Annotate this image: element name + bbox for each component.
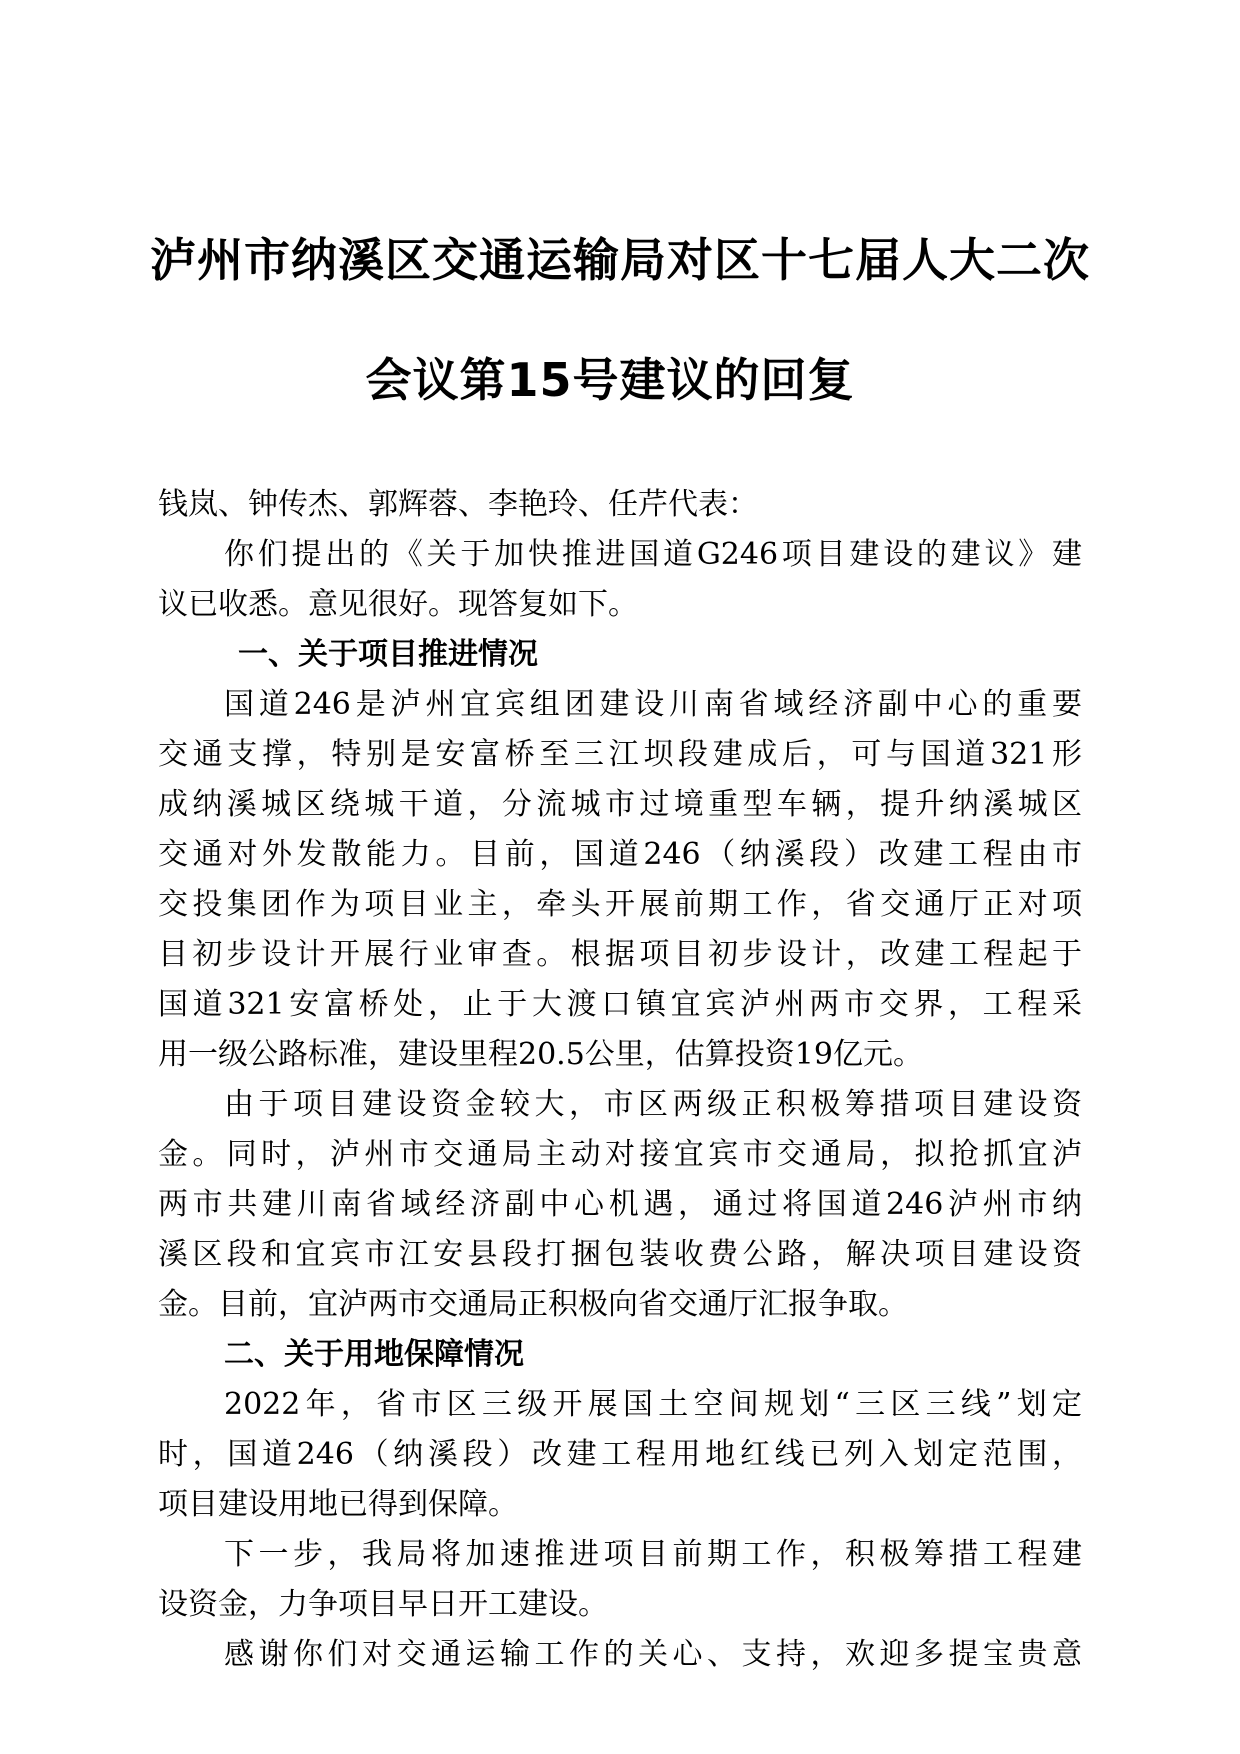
paragraph-line: 下一步，我局将加速推进项目前期工作，积极筹措工程建 [224, 1537, 1082, 1572]
paragraph-line: 溪区段和宜宾市江安县段打捆包装收费公路，解决项目建设资 [158, 1237, 1082, 1272]
paragraph-line: 国道321安富桥处，止于大渡口镇宜宾泸州两市交界，工程采 [158, 987, 1082, 1022]
paragraph-line: 设资金，力争项目早日开工建设。 [158, 1587, 608, 1622]
document-title-line-2: 会议第15号建议的回复 [365, 353, 855, 407]
paragraph-line: 目初步设计开展行业审查。根据项目初步设计，改建工程起于 [158, 937, 1082, 972]
document-title-line-1: 泸州市纳溪区交通运输局对区十七届人大二次 [150, 233, 1090, 287]
paragraph-line: 议已收悉。意见很好。现答复如下。 [158, 587, 638, 622]
paragraph-line: 金。同时，泸州市交通局主动对接宜宾市交通局，拟抢抓宜泸 [158, 1137, 1082, 1172]
paragraph-line: 项目建设用地已得到保障。 [158, 1487, 518, 1522]
paragraph-line: 用一级公路标准，建设里程20.5公里，估算投资19亿元。 [158, 1037, 923, 1072]
paragraph-line: 交通支撑，特别是安富桥至三江坝段建成后，可与国道321形 [158, 737, 1082, 772]
salutation: 钱岚、钟传杰、郭辉蓉、李艳玲、任芹代表： [158, 487, 758, 522]
paragraph-line: 交投集团作为项目业主，牵头开展前期工作，省交通厅正对项 [158, 887, 1082, 922]
section-heading-1: 一、关于项目推进情况 [238, 637, 538, 672]
paragraph-line: 时，国道246（纳溪段）改建工程用地红线已列入划定范围， [158, 1437, 1082, 1472]
paragraph-line: 成纳溪城区绕城干道，分流城市过境重型车辆，提升纳溪城区 [158, 787, 1082, 822]
paragraph-line: 你们提出的《关于加快推进国道G246项目建设的建议》建 [224, 537, 1082, 572]
paragraph-line: 两市共建川南省域经济副中心机遇，通过将国道246泸州市纳 [158, 1187, 1082, 1222]
paragraph-line: 2022年，省市区三级开展国土空间规划“三区三线”划定 [224, 1387, 1082, 1422]
paragraph-line: 由于项目建设资金较大，市区两级正积极筹措项目建设资 [224, 1087, 1082, 1122]
paragraph-line: 感谢你们对交通运输工作的关心、支持，欢迎多提宝贵意 [224, 1637, 1082, 1672]
paragraph-line: 金。目前，宜泸两市交通局正积极向省交通厅汇报争取。 [158, 1287, 908, 1322]
document-body [158, 480, 1082, 1680]
section-heading-2: 二、关于用地保障情况 [224, 1337, 524, 1372]
paragraph-line: 国道246是泸州宜宾组团建设川南省域经济副中心的重要 [224, 687, 1082, 722]
paragraph-line: 交通对外发散能力。目前，国道246（纳溪段）改建工程由市 [158, 837, 1082, 872]
